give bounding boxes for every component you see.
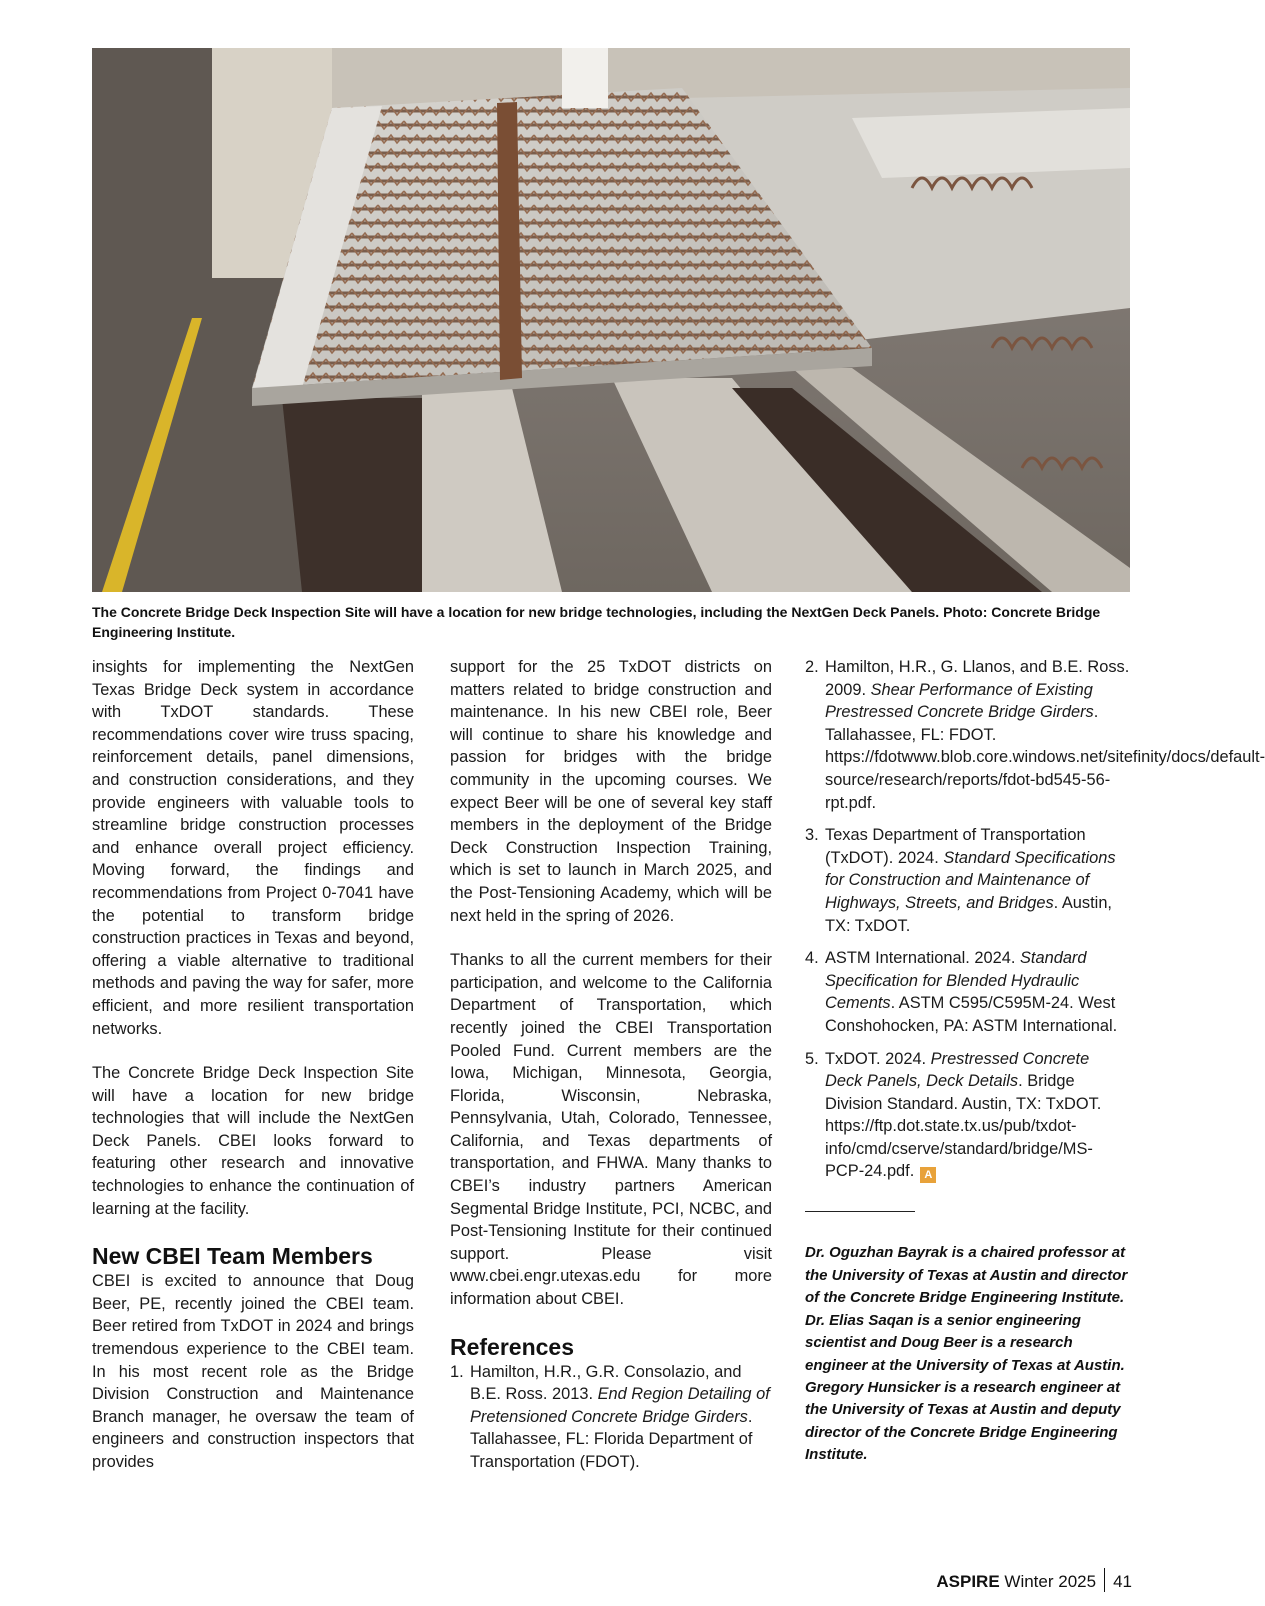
reference-authors: ASTM International. 2024. [825, 949, 1020, 968]
column-2 [450, 656, 772, 1484]
body-paragraph: insights for implementing the NextGen Texas Bridge Deck system in accordance with TxDOT standards. These recommendations cover wire truss spacing, reinforcement details, panel dimensions, and construction considerations, and they provide engineers with valuable tools to streamline bridge construction processes and enhance overall project efficiency. Moving forward, the findings and recommendations from Project 0-7041 have the potential to transform bridge construction practices in Texas and beyond, offering a viable alternative to traditional methods and paving the way for safer, more efficient, and more resilient transportation networks. [92, 658, 414, 1038]
reference-title: Prestressed Concrete Deck Panels, Deck Details [825, 1049, 1090, 1091]
body-paragraph: support for the 25 TxDOT districts on matters related to bridge construction and maintenance. In his new CBEI role, Beer will continue to share his knowledge and passion for bridges with the bridge community in the upcoming courses. We expect Beer will be one of several key staff members in the deployment of the Bridge Deck Construction Inspection Training, which is set to launch in March 2025, and the Post-Tensioning Academy, which will be next held in the spring of 2026. [450, 658, 772, 925]
reference-authors: Hamilton, H.R., G. Llanos, and B.E. Ross. 2009. [825, 658, 1130, 699]
divider-rule [805, 1211, 915, 1212]
page-footer [936, 1568, 1132, 1593]
reference-item [450, 1361, 772, 1474]
reference-authors: Hamilton, H.R., G.R. Consolazio, and B.E. Ross. 2013. [470, 1362, 742, 1404]
reference-publisher: . Bridge Division Standard. Austin, TX: TxDOT. https://ftp.dot.state.tx.us/pub/txdot-info/cmd/cserve/standard/bridge/MS-PCP-24.pdf. [825, 1072, 1102, 1181]
reference-number: 5. [805, 1049, 819, 1068]
section-heading-new-team-members: New CBEI Team Members [92, 1243, 373, 1270]
reference-title: End Region Detailing of Pretensioned Concrete Bridge Girders [470, 1385, 770, 1426]
reference-title: Standard Specification for Blended Hydraulic Cements [825, 949, 1087, 1013]
magazine-name: ASPIRE [936, 1572, 1000, 1591]
reference-item [805, 824, 1131, 937]
column-1 [92, 656, 414, 1496]
body-paragraph: Thanks to all the current members for their participation, and welcome to the California Department of Transportation, which recently joined the CBEI Transportation Pooled Fund. Current members are the Iowa, Michigan, Minnesota, Georgia, Florida, Wisconsin, Nebraska, Pennsylvania, Utah, Colorado, Tennessee, California, and Texas departments of transportation, and FHWA. Many thanks to CBEI’s industry partners American Segmental Bridge Institute, PCI, NCBC, and Post-Tensioning Institute for their continued support. Please visit www.cbei.engr.utexas.edu for more information about CBEI. [450, 951, 772, 1309]
section-heading-references: References [450, 1333, 575, 1360]
reference-list-continued [805, 656, 1265, 1183]
reference-item [805, 947, 1131, 1037]
reference-authors: Texas Department of Transportation (TxDOT). 2024. [825, 826, 1086, 867]
reference-number: 2. [805, 658, 819, 676]
reference-publisher: . Austin, TX: TxDOT. [825, 893, 1112, 935]
column-3 [805, 656, 1265, 1467]
reference-title: Standard Specifications for Construction and Maintenance of Highways, Streets, and Bridges [825, 848, 1116, 912]
body-paragraph: The Concrete Bridge Deck Inspection Site will have a location for new bridge technologies that will include the NextGen Deck Panels. CBEI looks forward to featuring other research and innovative technologies to enhance the continuation of learning at the facility. [92, 1064, 414, 1218]
reference-publisher: . ASTM C595/C595M-24. West Conshohocken, PA: ASTM International. [825, 994, 1118, 1035]
article-photo [92, 48, 1130, 592]
aspire-end-mark-icon: A [920, 1167, 936, 1183]
reference-publisher: . Tallahassee, FL: FDOT. https://fdotwww.blob.core.windows.net/sitefinity/docs/default-source/research/reports/fdot-bd545-56-rpt.pdf. [825, 703, 1265, 812]
reference-list [450, 1361, 772, 1474]
reference-item [805, 1048, 1131, 1184]
footer-separator [1104, 1568, 1105, 1592]
reference-number: 1. [450, 1362, 464, 1381]
body-paragraph: CBEI is excited to announce that Doug Beer, PE, recently joined the CBEI team. Beer retired from TxDOT in 2024 and brings tremendous experience to the CBEI team. In his most recent role as the Bridge Division Construction and Maintenance Branch manager, he oversaw the team of engineers and construction inspectors that provides [92, 1272, 414, 1471]
reference-title: Shear Performance of Existing Prestressed Concrete Bridge Girders [825, 680, 1094, 722]
reference-publisher: . Tallahassee, FL: Florida Department of Transportation (FDOT). [470, 1407, 753, 1471]
reference-number: 3. [805, 826, 819, 845]
photo-caption: The Concrete Bridge Deck Inspection Site will have a location for new bridge technologies, including the NextGen Deck Panels. Photo: Concrete Bridge Engineering Institute. [92, 604, 1101, 640]
reference-number: 4. [805, 949, 819, 968]
page-number: 41 [1113, 1572, 1132, 1591]
deck-panel-photo-illustration [92, 48, 1130, 592]
reference-item [805, 656, 1265, 814]
reference-authors: TxDOT. 2024. [825, 1049, 931, 1068]
issue-label: Winter 2025 [1004, 1572, 1097, 1591]
author-bio: Dr. Oguzhan Bayrak is a chaired professor at the University of Texas at Austin and director of the Concrete Bridge Engineering Institute. Dr. Elias Saqan is a senior engineering scientist and Doug Beer is a research engineer at the University of Texas at Austin. Gregory Hunsicker is a research engineer at the University of Texas at Austin and deputy director of the Concrete Bridge Engineering Institute. [805, 1244, 1128, 1464]
